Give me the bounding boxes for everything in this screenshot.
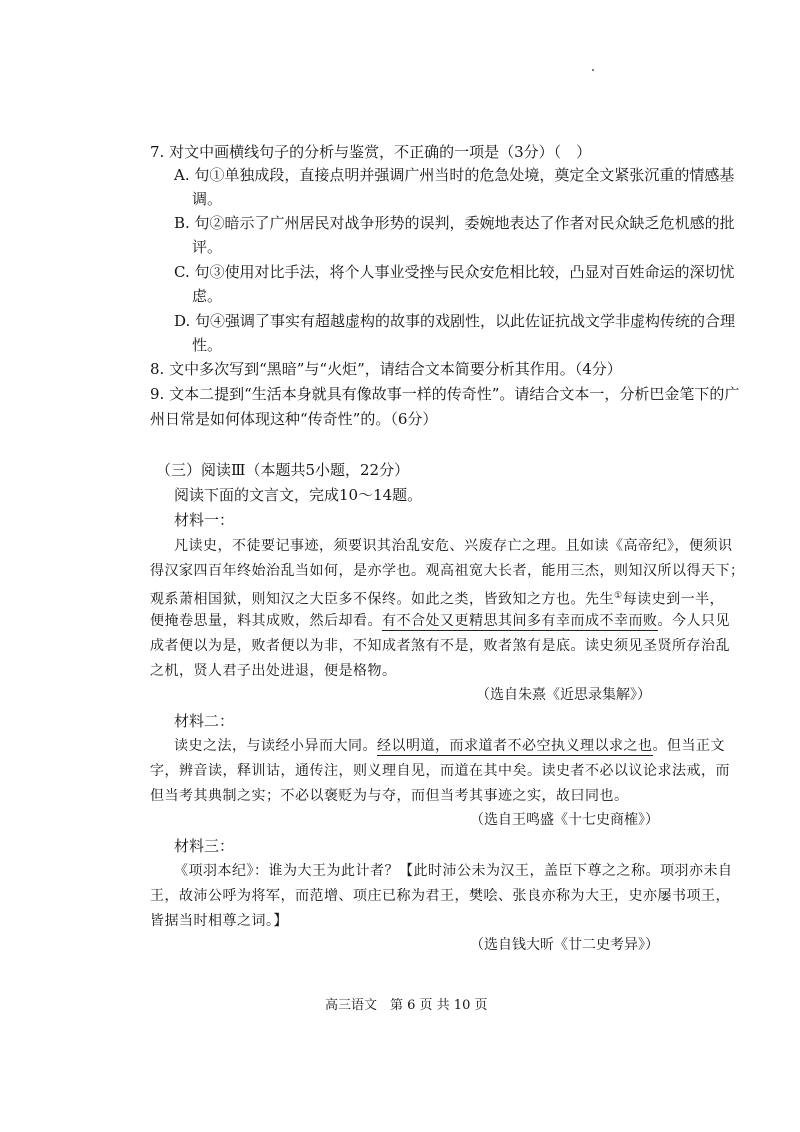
material-1-line-1: 凡读史，不徒要记事迹，须要识其治乱安危、兴废存亡之理。且如读《高帝纪》，便须识 <box>174 538 733 554</box>
material-3-label: 材料三： <box>174 837 235 855</box>
material-2-source: （选自王鸣盛《十七史商榷》） <box>470 812 659 828</box>
material-1-line-3 <box>150 586 724 610</box>
material-3-source: （选自钱大昕《廿二史考异》） <box>470 937 659 953</box>
material-1-line-3-text: 观系萧相国狱，则知汉之大臣多不保终。如此之类，皆致知之方也。先生 <box>150 591 614 608</box>
material-2-label: 材料二： <box>174 712 235 730</box>
question-7-option-c: C. 句③使用对比手法，将个人事业受挫与民众安危相比较，凸显对百姓命运的深切忧 <box>174 263 735 281</box>
question-7-option-b-cont: 评。 <box>192 238 223 256</box>
material-3-line-3: 皆据当时相尊之词。】 <box>150 913 288 929</box>
underlined-sentence-2: 经以明道，而求道者不必空执义理以求之也 <box>377 738 653 754</box>
material-1-line-2: 得汉家四百年终始治乱当如何，是亦学也。观高祖宽大长者，能用三杰，则知汉所以得天下； <box>150 563 745 579</box>
question-7-option-d: D. 句④强调了事实有超越虚构的故事的戏剧性，以此佐证抗战文学非虚构传统的合理 <box>174 312 736 330</box>
material-1-label: 材料一： <box>174 511 235 529</box>
section-3-instruction: 阅读下面的文言文，完成10～14题。 <box>174 486 423 504</box>
material-1-line-4 <box>150 611 730 631</box>
material-3-line-1: 《项羽本纪》：谁为大王为此计者？【此时沛公未为汉王，盖臣下尊之之称。项羽亦未自 <box>174 863 733 879</box>
material-3-line-2: 王，故沛公呼为将军，而范增、项庄已称为君王，樊哙、张良亦称为大王，史亦屡书项王， <box>150 888 730 904</box>
page-footer: 高三语文 第 6 页 共 10 页 <box>325 998 488 1013</box>
material-1-line-5: 成者便以为是，败者便以为非，不知成者煞有不是，败者煞有是底。读史须见圣贤所存治乱 <box>150 638 730 654</box>
footnote-marker: ① <box>614 591 623 601</box>
question-7-option-c-cont: 虑。 <box>192 287 223 305</box>
material-1-line-3-tail: 每读史到一半， <box>622 591 725 608</box>
question-9-line-1: 9. 文本二提到“生活本身就具有像故事一样的传奇性”。请结合文本一，分析巴金笔下的广 <box>150 385 740 403</box>
question-7-option-a-cont: 调。 <box>192 190 223 208</box>
material-2-line-1-tail: 。但当正文 <box>652 738 725 754</box>
question-7-option-d-cont: 性。 <box>192 336 223 354</box>
material-1-source: （选自朱熹《近思录集解》） <box>476 687 651 703</box>
question-7-option-a: A. 句①单独成段，直接点明并强调广州当时的危急处境，奠定全文紧张沉重的情感基 <box>174 166 735 184</box>
section-3-title: （三）阅读Ⅲ（本题共5小题，22分） <box>156 461 410 479</box>
material-1-line-4-tail: 。今人只见 <box>657 613 730 629</box>
material-2-line-2: 字，辨音读，释训诂，通传注，则义理自见，而道在其中矣。读史者不必以议论求法戒，而 <box>150 763 730 779</box>
material-2-line-3: 但当考其典制之实；不必以褒贬为与夺，而但当考其事迹之实，故曰同也。 <box>150 788 629 804</box>
question-7-stem: 7. 对文中画横线句子的分析与鉴赏，不正确的一项是（3分）（ ） <box>150 143 592 161</box>
material-2-line-1 <box>174 736 725 756</box>
material-1-line-4-head: 便掩卷思量，料其成败，然后却看。 <box>150 613 382 629</box>
material-1-line-6: 之机，贤人君子出处进退，便是格物。 <box>150 663 397 679</box>
underlined-sentence-1: 有不合处又更精思其间多有幸而成不幸而败 <box>382 613 658 629</box>
material-2-line-1-head: 读史之法，与读经小异而大同。 <box>174 738 377 754</box>
question-8: 8. 文中多次写到“黑暗”与“火炬”，请结合文本简要分析其作用。（4分） <box>150 360 622 378</box>
scan-speck <box>592 69 594 71</box>
question-9-line-2: 州日常是如何体现这种“传奇性”的。（6分） <box>150 410 438 428</box>
question-7-option-b: B. 句②暗示了广州居民对战争形势的误判，委婉地表达了作者对民众缺乏危机感的批 <box>174 214 735 232</box>
